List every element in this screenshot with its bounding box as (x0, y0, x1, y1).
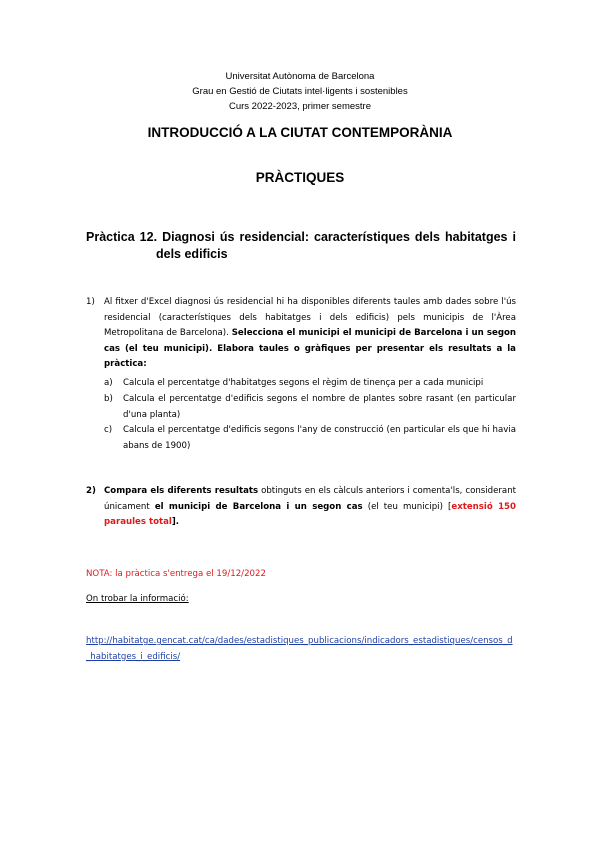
document-title: INTRODUCCIÓ A LA CIUTAT CONTEMPORÀNIA (147, 125, 453, 140)
item2-paragraph (104, 484, 516, 531)
subitem-b-text: Calcula el percentatge d'edificis segons el nombre de plantes sobre rasant (en particular d'una planta) (123, 394, 516, 420)
item2-bold1: Compara els diferents resultats (104, 486, 259, 496)
item2-extension-note: extensió 150 paraules total (104, 501, 517, 527)
delivery-note: NOTA: la pràctica s'entrega el 19/12/2022 (86, 569, 266, 579)
item2-plain2: (el teu municipi) (367, 501, 443, 512)
source-link[interactable]: http://habitatge.gencat.cat/ca/dades/estadistiques_publicacions/indicadors_estadistiques/censos_d_habitatges_i_edificis/ (86, 636, 513, 662)
item1-paragraph (104, 295, 516, 373)
practice-title-text: Pràctica 12. Diagnosi ús residencial: característiques dels habitatges i dels edificis (86, 230, 516, 261)
item2-bracket-close: ]. (171, 517, 180, 527)
item1-text: Al fitxer d'Excel diagnosi ús residencial hi ha disponibles diferents taules amb dades sobre l'ús residencial (característiques dels habitatges i dels edificis) pels municipis de l'Àrea Metropolitana de Barcelona). (104, 297, 516, 338)
subitem-a-text: Calcula el percentatge d'habitatges segons el règim de tinença per a cada municipi (123, 378, 484, 388)
header-university: Universitat Autònoma de Barcelona (225, 71, 375, 82)
subitem-b-letter: b) (104, 394, 113, 404)
item1-number: 1) (86, 297, 95, 307)
item1-bold-text: Selecciona el municipi el municipi de Barcelona i un segon cas (el teu municipi). Elabora taules o gràfiques per presentar els resultats a la pràctica: (104, 328, 516, 369)
item2-plain1: obtinguts en els càlculs anteriors i comenta'ls, considerant únicament (104, 486, 517, 512)
item2-number: 2) (86, 486, 96, 496)
info-label: On trobar la informació: (86, 594, 189, 604)
practice-title (86, 229, 516, 263)
header-degree: Grau en Gestió de Ciutats intel·ligents i sostenibles (192, 86, 408, 97)
subitem-c-text: Calcula el percentatge d'edificis segons l'any de construcció (en particular els que hi havia abans de 1900) (123, 425, 516, 451)
item2-bracket-open: [ (448, 501, 452, 512)
document-subtitle: PRÀCTIQUES (255, 170, 345, 185)
item2-bold2: el municipi de Barcelona i un segon cas (154, 501, 363, 512)
subitem-c-letter: c) (104, 425, 113, 435)
subitem-a-letter: a) (104, 378, 113, 388)
header-course: Curs 2022-2023, primer semestre (228, 101, 372, 112)
